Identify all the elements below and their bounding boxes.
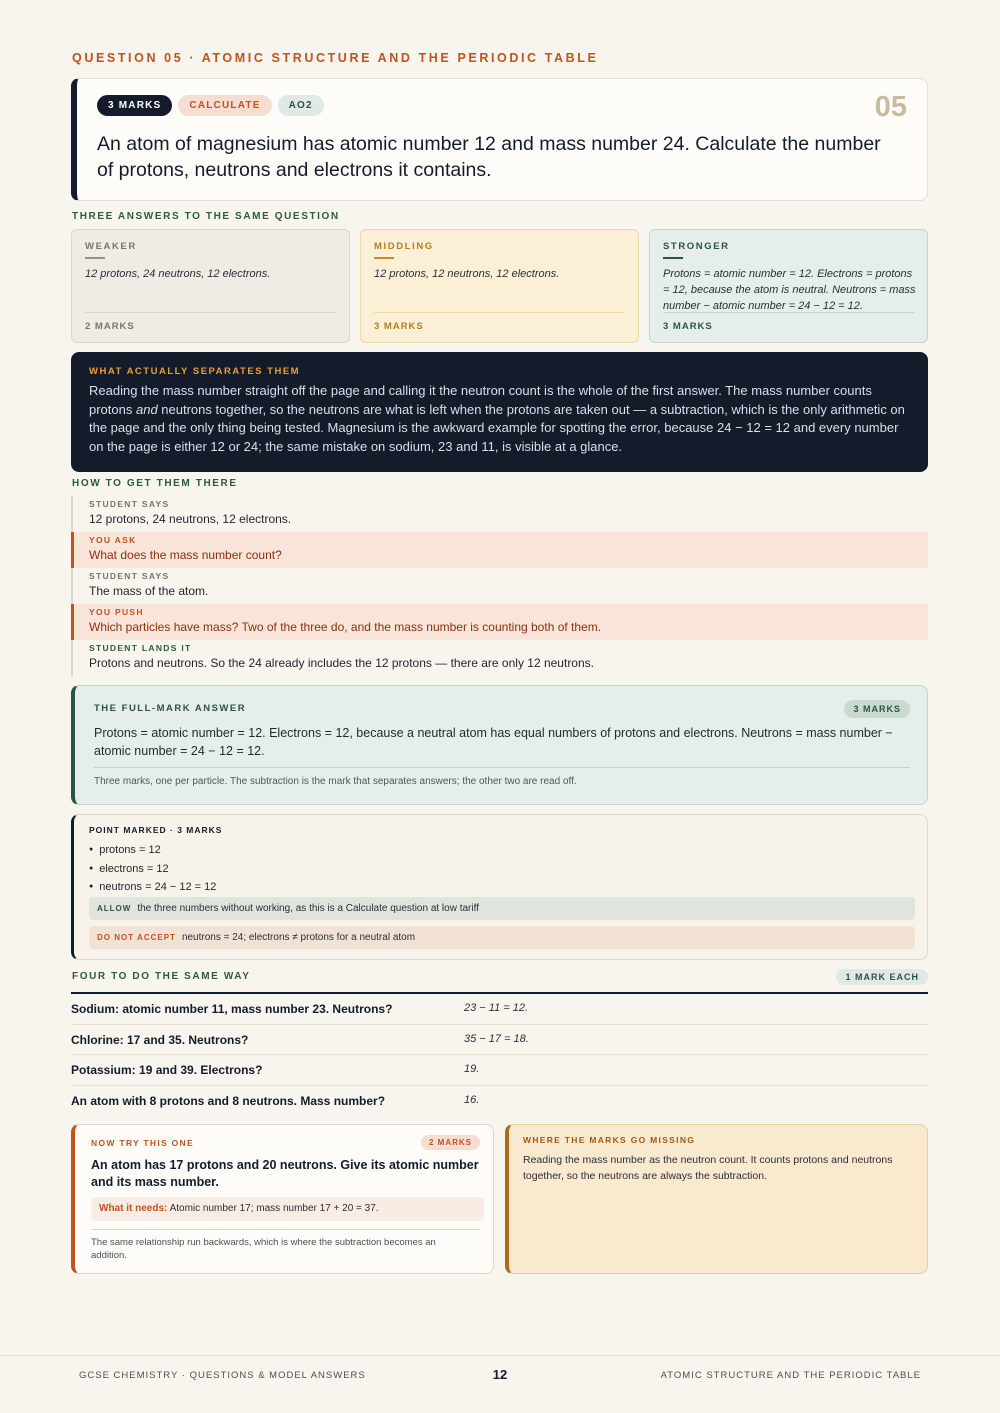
- accent-bar: [374, 257, 394, 259]
- what-separates-box: [71, 352, 928, 472]
- assessment-objective-tag: AO2: [278, 95, 324, 116]
- marks-badge: 3 MARKS: [844, 700, 910, 718]
- try-this-note: The same relationship run backwards, which is where the subtraction becomes an addition.: [91, 1237, 436, 1261]
- full-mark-heading: THE FULL-MARK ANSWER: [94, 703, 247, 714]
- divider: [663, 312, 914, 313]
- teacher-turn: [71, 532, 928, 568]
- speaker-text: Which particles have mass? Two of the three do, and the mass number is counting both of them.: [89, 620, 602, 634]
- speaker-label: YOU ASK: [89, 535, 137, 545]
- mark-scheme-box: [71, 814, 928, 960]
- marks-missing-box: [505, 1124, 928, 1274]
- speaker-text: What does the mass number count?: [89, 548, 282, 562]
- answer-level-label: WEAKER: [85, 241, 137, 252]
- practice-row: [71, 1086, 928, 1117]
- mark-point: ● protons = 12: [89, 841, 216, 860]
- allow-row: ALLOW the three numbers without working, as this is a Calculate question at low tariff: [89, 897, 915, 920]
- question-tags: [97, 95, 324, 116]
- speaker-label: YOU PUSH: [89, 607, 144, 617]
- weaker-answer-card: [71, 229, 350, 343]
- speaker-text: 12 protons, 24 neutrons, 12 electrons.: [89, 512, 292, 526]
- what-separates-heading: WHAT ACTUALLY SEPARATES THEM: [89, 366, 301, 377]
- student-turn: [71, 640, 928, 676]
- teacher-turn: [71, 604, 928, 640]
- mark-points: [89, 841, 216, 897]
- speaker-text: Protons and neutrons. So the 24 already includes the 12 protons — there are only 12 neutrons.: [89, 656, 594, 670]
- marks-badge: 2 MARKS: [421, 1135, 480, 1150]
- speaker-label: STUDENT SAYS: [89, 499, 170, 509]
- middling-answer-card: [360, 229, 639, 343]
- speaker-label: STUDENT SAYS: [89, 571, 170, 581]
- answer-marks: 3 MARKS: [663, 321, 713, 332]
- marks-missing-text: Reading the mass number as the neutron count. It counts protons and neutrons together, so the neutrons are always the subtraction.: [523, 1154, 893, 1182]
- answer-text: Protons = atomic number = 12. Electrons = protons = 12, because the atom is neutral. Neutrons = mass number − atomic number = 24 − 12 = 12.: [663, 268, 916, 312]
- do-not-accept-row: DO NOT ACCEPT neutrons = 24; electrons ≠ protons for a neutral atom: [89, 926, 915, 949]
- practice-row: [71, 1055, 928, 1086]
- speaker-label: STUDENT LANDS IT: [89, 643, 192, 653]
- accent-bar: [663, 257, 683, 259]
- marks-missing-heading: WHERE THE MARKS GO MISSING: [523, 1135, 696, 1145]
- practice-question: An atom with 8 protons and 8 neutrons. Mass number?: [71, 1093, 386, 1108]
- page-kicker: QUESTION 05 · ATOMIC STRUCTURE AND THE PERIODIC TABLE: [72, 51, 599, 65]
- full-mark-text: Protons = atomic number = 12. Electrons = 12, because a neutral atom has equal numbers of protons and electrons. Neutrons = mass number − atomic number = 24 − 12 = 12.: [94, 726, 893, 758]
- practice-question: Sodium: atomic number 11, mass number 23. Neutrons?: [71, 1002, 393, 1016]
- answer-level-label: STRONGER: [663, 241, 730, 252]
- what-it-needs: What it needs: Atomic number 17; mass number 17 + 20 = 37.: [91, 1197, 484, 1221]
- full-mark-note: Three marks, one per particle. The subtraction is the mark that separates answers; the other two are read off.: [94, 776, 577, 787]
- try-this-heading: NOW TRY THIS ONE: [91, 1138, 194, 1148]
- question-text: An atom of magnesium has atomic number 12 and mass number 24. Calculate the number of protons, neutrons and electrons it contains.: [97, 133, 881, 181]
- dialogue-heading: HOW TO GET THEM THERE: [72, 478, 238, 489]
- student-turn: [71, 496, 928, 532]
- try-this-box: [71, 1124, 494, 1274]
- student-turn: [71, 568, 928, 604]
- command-word-tag: CALCULATE: [178, 95, 271, 116]
- divider: [85, 312, 336, 313]
- page-number: 12: [492, 1367, 508, 1382]
- divider: [91, 1229, 480, 1230]
- footer-chapter-title: ATOMIC STRUCTURE AND THE PERIODIC TABLE: [660, 1370, 921, 1381]
- answer-marks: 2 MARKS: [85, 321, 135, 332]
- answer-text: 12 protons, 24 neutrons, 12 electrons.: [85, 268, 271, 280]
- divider: [94, 767, 910, 768]
- practice-answer: 35 − 17 = 18.: [464, 1032, 529, 1045]
- try-this-question: An atom has 17 protons and 20 neutrons. Give its atomic number and its mass number.: [91, 1158, 479, 1189]
- question-card: [71, 78, 928, 201]
- answer-level-label: MIDDLING: [374, 241, 434, 252]
- answer-text: 12 protons, 12 neutrons, 12 electrons.: [374, 268, 560, 280]
- practice-row: [71, 1025, 928, 1056]
- speaker-text: The mass of the atom.: [89, 584, 209, 598]
- practice-question: Chlorine: 17 and 35. Neutrons?: [71, 1032, 249, 1047]
- divider: [374, 312, 625, 313]
- dialogue-list: [71, 496, 928, 676]
- stronger-answer-card: [649, 229, 928, 343]
- practice-list: [71, 994, 928, 1116]
- answer-marks: 3 MARKS: [374, 321, 424, 332]
- mark-point: ● electrons = 12: [89, 860, 216, 879]
- practice-answer: 23 − 11 = 12.: [464, 1002, 529, 1014]
- mark-point: ● neutrons = 24 − 12 = 12: [89, 878, 216, 897]
- mark-scheme-heading: POINT MARKED · 3 MARKS: [89, 825, 223, 835]
- practice-answer: 16.: [464, 1093, 480, 1106]
- question-number: 05: [874, 91, 907, 123]
- footer-book-title: GCSE CHEMISTRY · QUESTIONS & MODEL ANSWERS: [79, 1370, 366, 1381]
- marks-tag: 3 MARKS: [97, 95, 172, 116]
- what-separates-text: Reading the mass number straight off the page and calling it the neutron count is the whole of the first answer. The mass number counts protons and neutrons together, so the neutrons are what is left when the protons are taken out — a subtraction, which is the only arithmetic on the page and the only thing being tested. Magnesium is the awkward example for spotting the error, because 24 − 12 = 12 and every number on the page is either 12 or 24; the same mistake on sodium, 23 and 11, is visible at a glance.: [89, 383, 905, 454]
- full-mark-answer-box: [71, 685, 928, 805]
- accent-bar: [85, 257, 105, 259]
- page-footer: [0, 1355, 1000, 1413]
- practice-answer: 19.: [464, 1063, 480, 1075]
- practice-question: Potassium: 19 and 39. Electrons?: [71, 1063, 263, 1077]
- answers-heading: THREE ANSWERS TO THE SAME QUESTION: [72, 211, 340, 222]
- practice-heading: FOUR TO DO THE SAME WAY: [72, 971, 251, 982]
- practice-marks-badge: 1 MARK EACH: [836, 969, 928, 985]
- practice-row: [71, 994, 928, 1025]
